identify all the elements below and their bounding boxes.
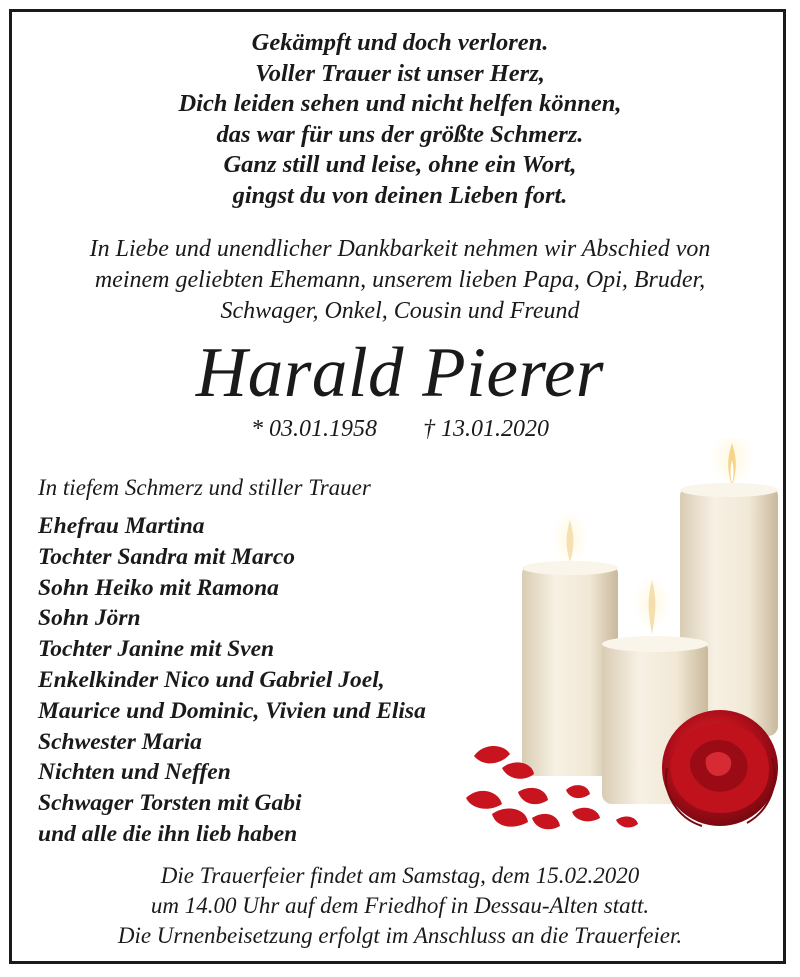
mourners-list — [38, 511, 426, 850]
footer-line: Die Urnenbeisetzung erfolgt im Anschluss an die Trauerfeier. — [117, 923, 683, 948]
mourner-line: Schwager Torsten mit Gabi — [38, 790, 302, 817]
red-rose-icon — [662, 710, 778, 826]
poem-line: Voller Trauer ist unser Herz, — [255, 59, 545, 87]
mourner-line: Tochter Janine mit Sven — [38, 636, 275, 663]
intro-line: Schwager, Onkel, Cousin und Freund — [220, 298, 580, 324]
birth-date: * 03.01.1958 — [251, 416, 377, 442]
ceremony-info — [0, 861, 800, 951]
intro-line: meinem geliebten Ehemann, unserem lieben Papa, Opi, Bruder, — [94, 267, 706, 293]
mourner-line: Maurice und Dominic, Vivien und Elisa — [38, 697, 426, 724]
farewell-intro — [0, 234, 800, 327]
poem-line: gingst du von deinen Lieben fort. — [232, 181, 568, 209]
mourner-line: Enkelkinder Nico und Gabriel Joel, — [38, 666, 385, 693]
poem — [0, 28, 800, 211]
footer-line: Die Trauerfeier findet am Samstag, dem 15.02.2020 — [160, 863, 640, 888]
candles-and-rose-image — [462, 438, 784, 838]
mourner-line: Ehefrau Martina — [38, 513, 205, 539]
poem-line: Dich leiden sehen und nicht helfen können, — [178, 90, 622, 117]
poem-line: Ganz still und leise, ohne ein Wort, — [223, 151, 577, 178]
mourner-line: Nichten und Neffen — [38, 759, 231, 786]
deceased-name: Harald Pierer — [195, 334, 605, 412]
footer-line: um 14.00 Uhr auf dem Friedhof in Dessau-Alten statt. — [150, 893, 650, 918]
mourner-line: Tochter Sandra mit Marco — [38, 543, 296, 570]
intro-line: In Liebe und unendlicher Dankbarkeit nehmen wir Abschied von — [89, 236, 711, 262]
poem-line: Gekämpft und doch verloren. — [251, 29, 549, 56]
mourner-line: Sohn Jörn — [38, 605, 141, 632]
mourner-line: und alle die ihn lieb haben — [38, 820, 298, 847]
poem-line: das war für uns der größte Schmerz. — [216, 120, 584, 148]
mourner-line: Sohn Heiko mit Ramona — [38, 574, 279, 601]
mourner-line: Schwester Maria — [38, 728, 202, 755]
death-date: † 13.01.2020 — [423, 416, 549, 442]
mourning-header: In tiefem Schmerz und stiller Trauer — [38, 475, 371, 500]
